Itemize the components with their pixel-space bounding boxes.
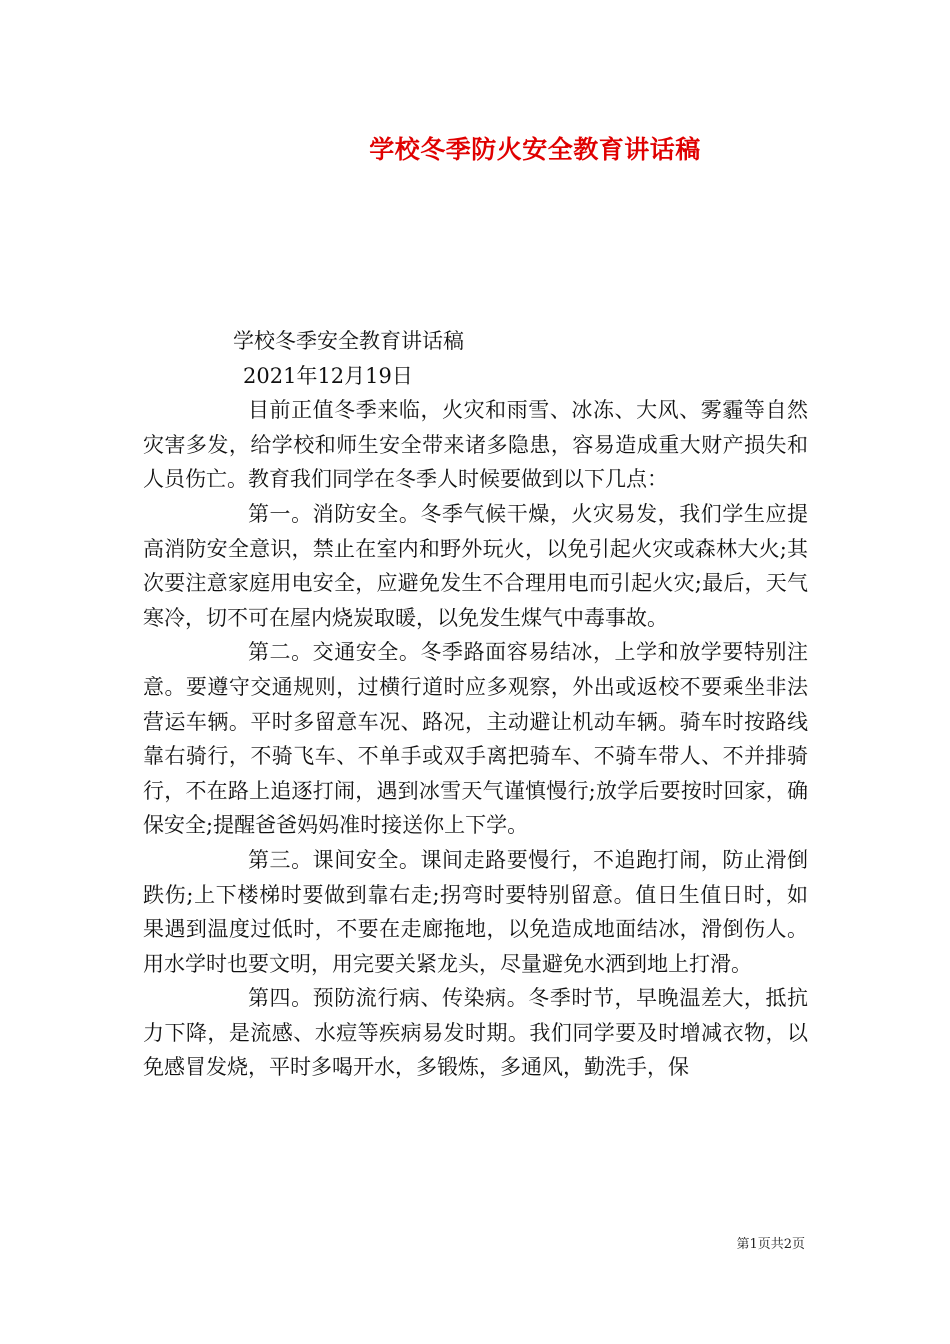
section-recess-safety: 第三。课间安全。课间走路要慢行，不追跑打闹，防止滑倒跌伤;上下楼梯时要做到靠右走;拐弯时要特别留意。值日生值日时，如果遇到温度过低时，不要在走廊拖地，以免造成地面结冰，滑倒伤人。用水学时也要文明，用完要关紧龙头，尽量避免水洒到地上打滑。 xyxy=(143,847,808,976)
document-body xyxy=(143,324,808,1085)
document-subtitle: 学校冬季安全教育讲话稿 xyxy=(233,329,464,353)
page-number: 第1页共2页 xyxy=(736,1237,805,1252)
intro-paragraph: 目前正值冬季来临，火灾和雨雪、冰冻、大风、雾霾等自然灾害多发，给学校和师生安全带来诸多隐患，容易造成重大财产损失和人员伤亡。教育我们同学在冬季人时候要做到以下几点： xyxy=(143,398,808,492)
document-title: 学校冬季防火安全教育讲话稿 xyxy=(369,135,701,164)
section-traffic-safety: 第二。交通安全。冬季路面容易结冰，上学和放学要特别注意。要遵守交通规则，过横行道时应多观察，外出或返校不要乘坐非法营运车辆。平时多留意车况、路况，主动避让机动车辆。骑车时按路线靠右骑行，不骑飞车、不单手或双手离把骑车、不骑车带人、不并排骑行，不在路上追逐打闹，遇到冰雪天气谨慎慢行;放学后要按时回家，确保安全;提醒爸爸妈妈准时接送你上下学。 xyxy=(143,640,808,838)
section-disease-prevention: 第四。预防流行病、传染病。冬季时节，早晚温差大，抵抗力下降，是流感、水痘等疾病易发时期。我们同学要及时增减衣物，以免感冒发烧，平时多喝开水，多锻炼，多通风，勤洗手，保 xyxy=(143,986,808,1080)
document-date: 2021年12月19日 xyxy=(243,363,413,388)
section-fire-safety: 第一。消防安全。冬季气候干燥，火灾易发，我们学生应提高消防安全意识，禁止在室内和野外玩火，以免引起火灾或森林大火;其次要注意家庭用电安全，应避免发生不合理用电而引起火灾;最后，天气寒冷，切不可在屋内烧炭取暖，以免发生煤气中毒事故。 xyxy=(143,501,808,630)
